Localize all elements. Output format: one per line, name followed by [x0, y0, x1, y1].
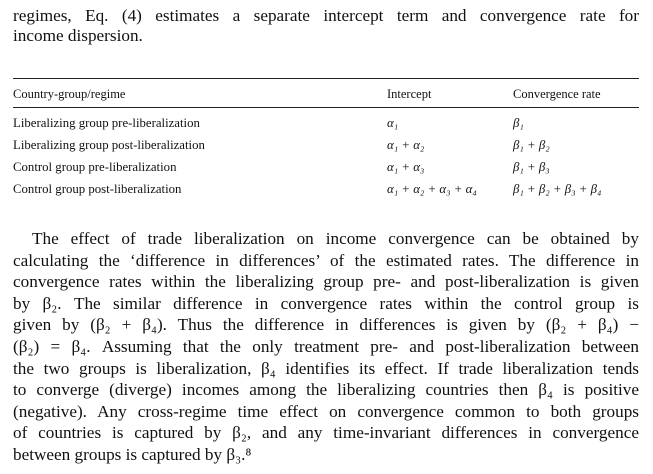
paragraph-line: calculating the ‘difference in differences’ of the estimated rates. The difference in	[13, 250, 639, 270]
paragraph-line: (β₂) = β₄. Assuming that the only treatment pre- and post-liberalization between	[13, 336, 639, 356]
row-label: Liberalizing group pre-liberalization	[13, 116, 200, 130]
paragraph-line: convergence rates within the liberalizing group pre- and post-liberalization is given	[13, 272, 639, 292]
header-intercept: Intercept	[387, 87, 432, 101]
table-row	[13, 158, 639, 180]
paragraph-line: of countries is captured by β₂, and any time-invariant differences in convergence	[13, 423, 639, 443]
body-paragraph	[13, 228, 639, 466]
paragraph-line: The effect of trade liberalization on income convergence can be obtained by	[32, 229, 639, 248]
paragraph-line: to converge (diverge) incomes among the liberalizing countries then β₄ is positive	[13, 380, 639, 400]
table-row	[13, 180, 639, 202]
row-intercept: α₁ + α₂	[387, 138, 425, 152]
table-header-rule	[13, 107, 639, 108]
intro-line: regimes, Eq. (4) estimates a separate intercept term and convergence rate for	[13, 6, 639, 25]
row-intercept: α₁ + α₂ + α₃ + α₄	[387, 182, 477, 196]
paragraph-line: by β₂. The similar difference in convergence rates within the control group is	[13, 293, 639, 313]
row-convergence: β₁ + β₂ + β₃ + β₄	[513, 182, 602, 196]
paragraph-line: given by (β₂ + β₄). Thus the difference in differences is given by (β₂ + β₄) −	[13, 315, 639, 335]
paragraph-line: (negative). Any cross-regime time effect on convergence common to both groups	[13, 401, 639, 421]
row-convergence: β₁ + β₂	[513, 138, 550, 152]
row-label: Control group post-liberalization	[13, 182, 182, 196]
paragraph-line: the two groups is liberalization, β₄ identifies its effect. If trade liberalization tends	[13, 358, 639, 378]
intro-text	[13, 6, 639, 46]
paragraph-line: between groups is captured by β₃.⁸	[13, 444, 252, 464]
row-convergence: β₁ + β₃	[513, 160, 550, 174]
header-country-group: Country-group/regime	[13, 87, 126, 101]
table-header	[13, 79, 639, 107]
row-intercept: α₁	[387, 116, 399, 130]
header-convergence-rate: Convergence rate	[513, 87, 601, 101]
row-label: Liberalizing group post-liberalization	[13, 138, 205, 152]
regime-table	[13, 78, 639, 202]
row-convergence: β₁	[513, 116, 524, 130]
row-label: Control group pre-liberalization	[13, 160, 177, 174]
table-row	[13, 114, 639, 136]
table-row	[13, 136, 639, 158]
intro-line: income dispersion.	[13, 26, 143, 45]
row-intercept: α₁ + α₃	[387, 160, 425, 174]
